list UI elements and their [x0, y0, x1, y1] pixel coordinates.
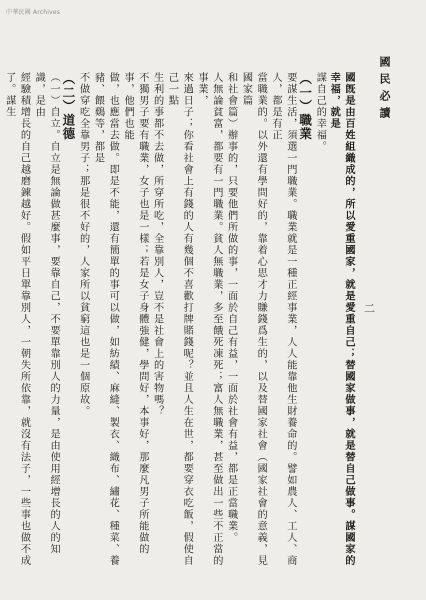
text-column: 不做穿吃全靠男子；那是很不好的，人家所以貧窮這也是一個原故。 [77, 72, 89, 417]
page-number: 二 [364, 302, 375, 315]
text-column: 人無論貧富，都要有一門職業。貧人無職業，多至餓死凍死；富人無職業，甚至做出一些不正當的事業， [196, 72, 222, 567]
section-heading-occupation: （一）職業 [297, 72, 313, 141]
text-column: 當職業的。以外還有學問好的，靠着心思才力賺錢爲生的，以及替國家社會（國家社會的意義，見國家篇 [240, 72, 267, 567]
text-column: （一）自立。自立是無論做甚麼事，要靠自己，不要單靠別人的力量，是由使用經增長的人的知識，是由 [33, 72, 60, 555]
text-column: 和社會篇）辦事的，只要他們所做的事，一面於自己有益，一面於社會有益，都是正當職業。 [225, 72, 237, 544]
text-column: 來過日子；你看社會上有錢的人有幾個不喜歡打牌賭錢呢？並且人生在世，都要穿衣吃飯，假使自己一點 [166, 72, 193, 567]
text-column: 國旣是由百姓組織成的，所以愛重國家，就是愛重自己；替國家做事，就是替自己做事。謀國家的幸福，就是 [328, 72, 355, 567]
running-header: 國民必讀 [378, 56, 391, 124]
text-column: 經驗積增長的自己越磨鍊越好。假如平日單靠別人，一朝失所依靠，就沒有法子，一些事也做不成了。謀生 [3, 72, 30, 567]
text-column: 謀自己的幸福。 [314, 72, 326, 153]
archive-watermark: 中華民國 Archives [6, 9, 61, 16]
text-column: 做，也應當去做。即是不能，還有簡單的事可以做，如紡績、麻縫、製衣、織布、繡花、種菜、養豬、餵鷄等，都是 [92, 72, 119, 567]
text-column: 生利的事都不去做，所穿所吃，全靠別人，豈不是社會上的害物嗎？ [151, 72, 163, 417]
section-heading-morality: （二）道德 [60, 72, 76, 141]
body-text [3, 72, 356, 572]
text-column: 不獨男子要有職業，女子也是一樣；若是女子身體強健，學問好，本事好，那麼凡男子所能做的事，他們也能 [122, 72, 148, 555]
text-column: 要謀生活，須選一門職業。職業就是一種正經事業，人人能靠他生財養命的。譬如農人、工人、商人，都是有正 [270, 72, 296, 567]
